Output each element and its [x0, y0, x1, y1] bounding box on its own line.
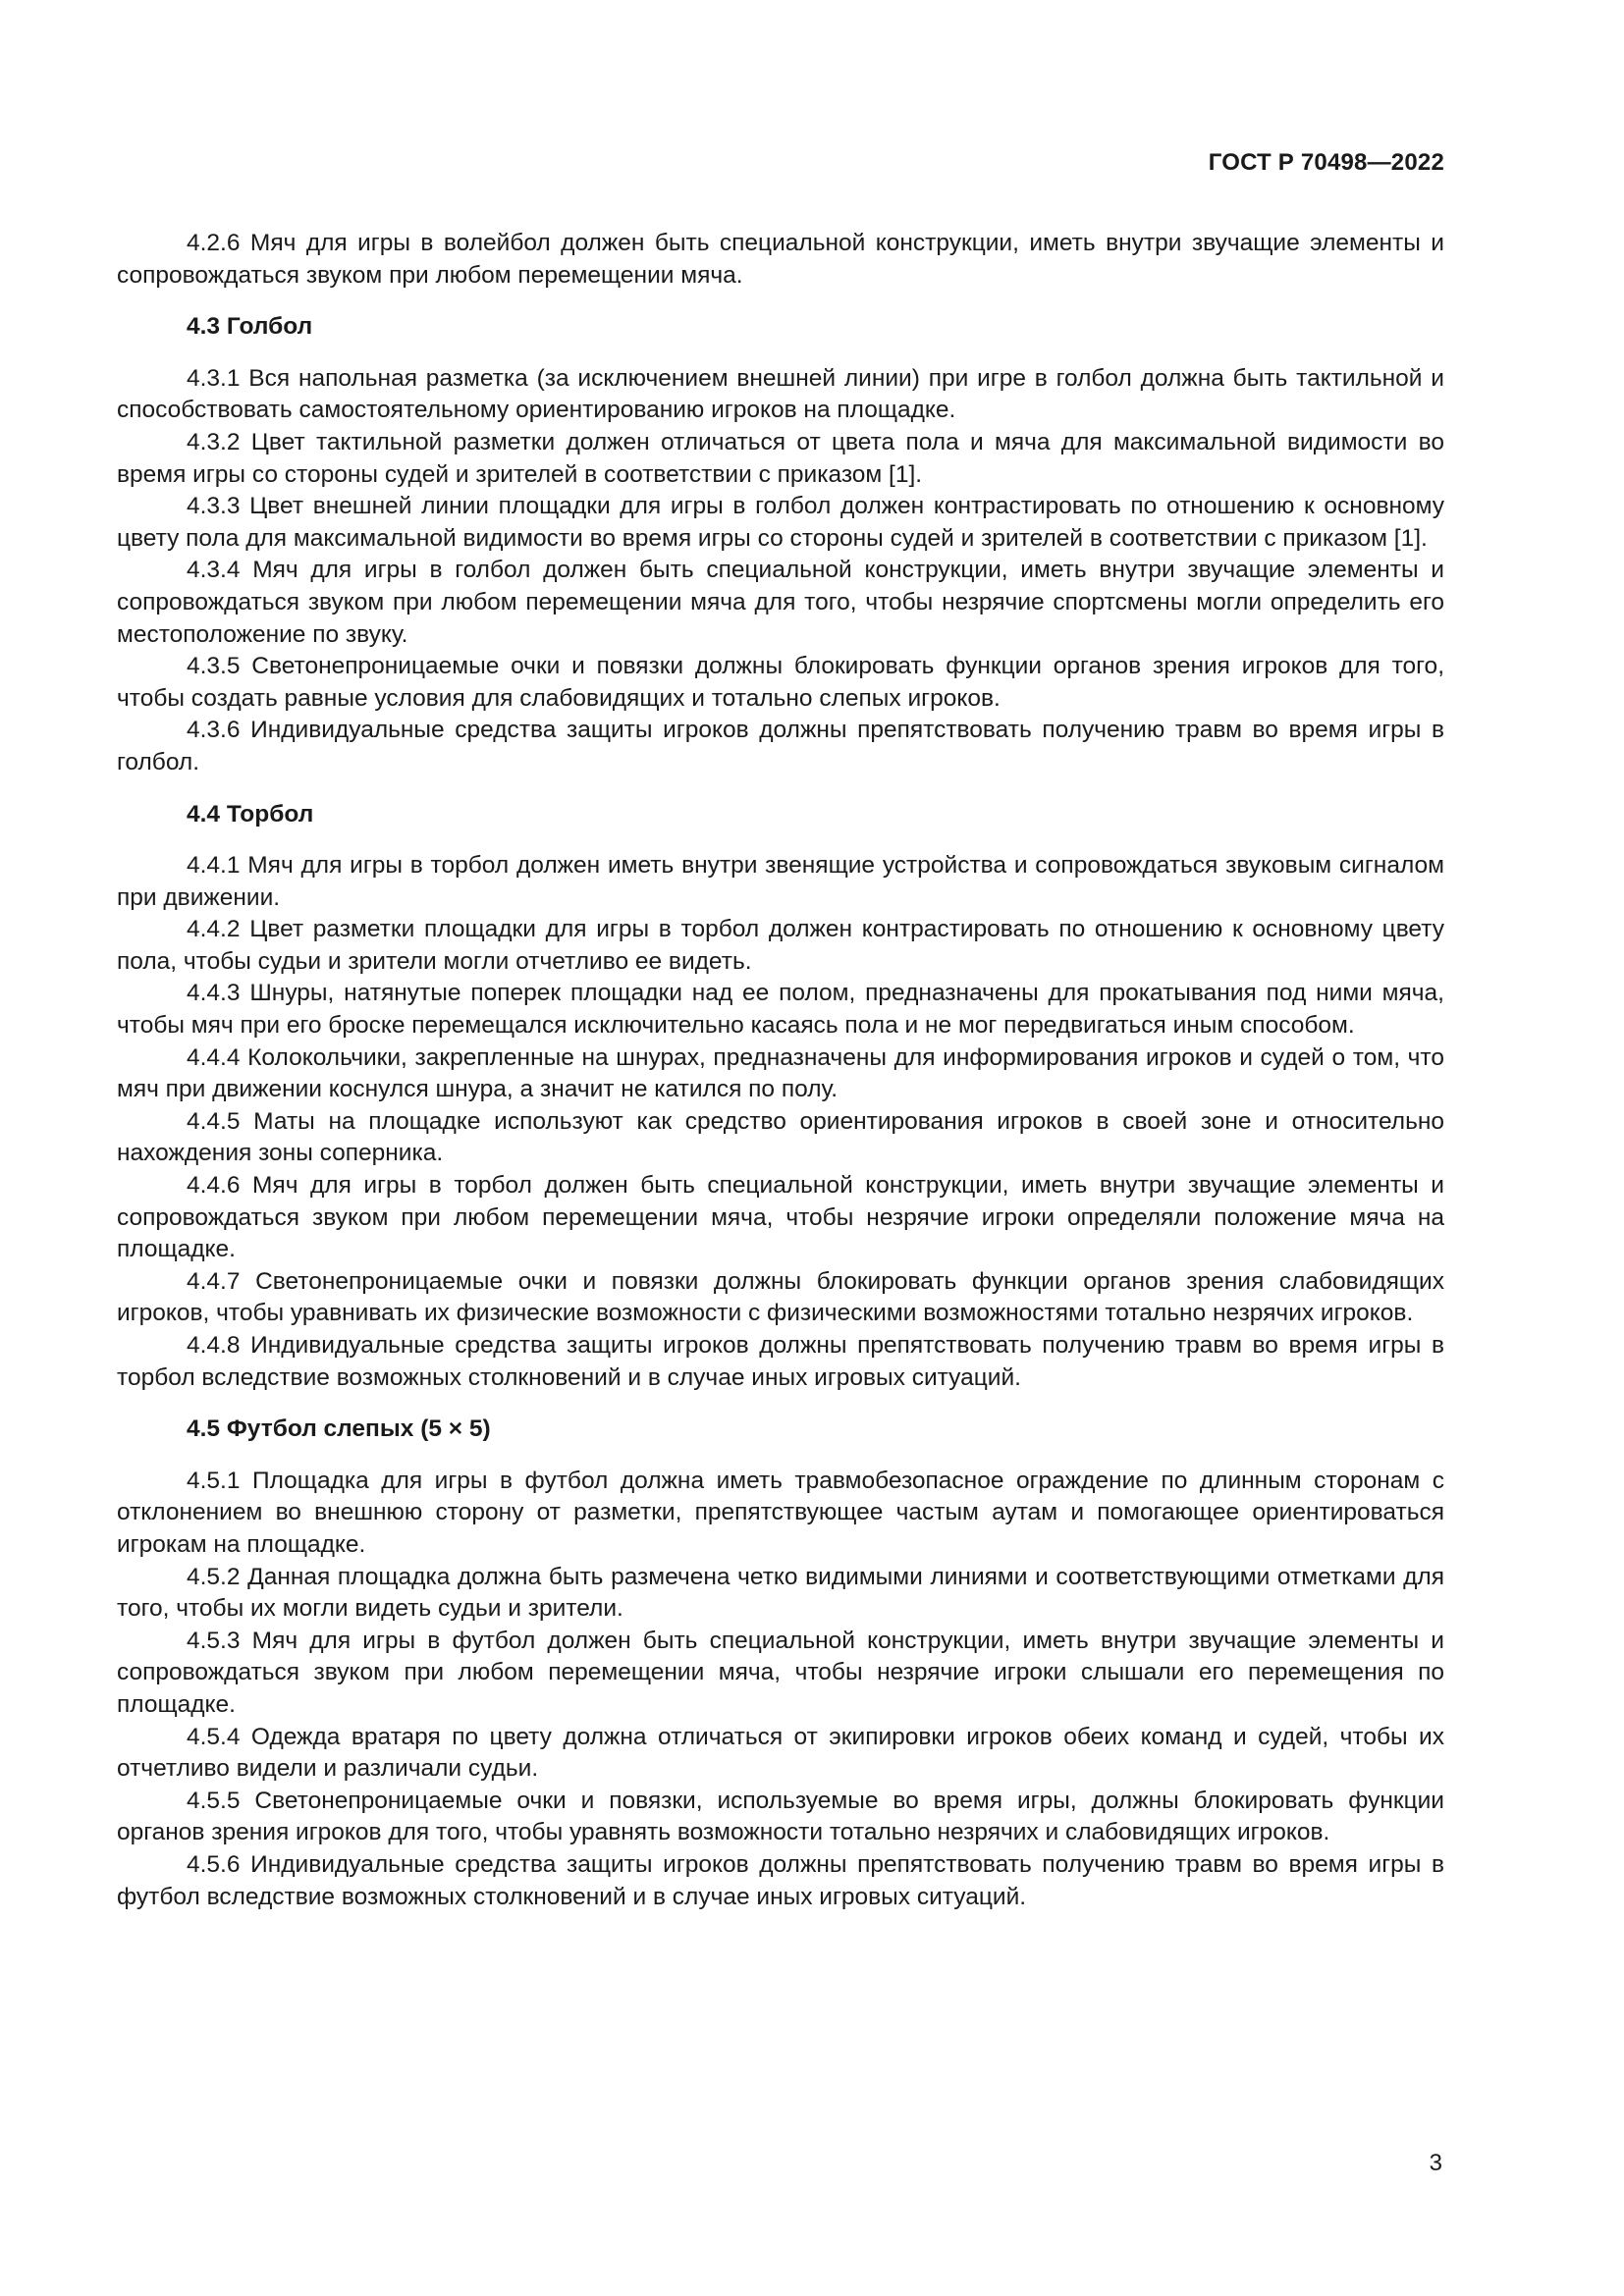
- section-4-5: [117, 1414, 1444, 1913]
- paragraph-4-2-6: 4.2.6 Мяч для игры в волейбол должен быть специальной конструкции, иметь внутри звучащие элементы и сопровождаться звуком при любом перемещении мяча.: [117, 230, 1444, 289]
- paragraph-4-4-2: 4.4.2 Цвет разметки площадки для игры в торбол должен контрастировать по отношению к основному цвету пола, чтобы судьи и зрители могли отчетливо ее видеть.: [117, 916, 1444, 975]
- paragraph-4-4-5: 4.4.5 Маты на площадке используют как средство ориентирования игроков в своей зоне и относительно нахождения зоны соперника.: [117, 1107, 1444, 1167]
- paragraph-4-4-1: 4.4.1 Мяч для игры в торбол должен иметь внутри звенящие устройства и сопровождаться звуковым сигналом при движении.: [117, 852, 1444, 911]
- paragraph-4-5-4: 4.5.4 Одежда вратаря по цвету должна отличаться от экипировки игроков обеих команд и судей, чтобы их отчетливо видели и различали судьи.: [117, 1723, 1444, 1783]
- paragraph-4-3-3: 4.3.3 Цвет внешней линии площадки для игры в голбол должен контрастировать по отношению к основному цвету пола для максимальной видимости во время игры со стороны судей и зрителей в соответствии с приказом [1].: [117, 493, 1444, 552]
- document-code: ГОСТ Р 70498—2022: [1208, 149, 1444, 176]
- page-number: 3: [1429, 2150, 1442, 2176]
- section-heading-4-3: 4.3 Голбол: [187, 313, 313, 341]
- section-heading-4-4: 4.4 Торбол: [187, 800, 314, 828]
- paragraph-4-3-5: 4.3.5 Светонепроницаемые очки и повязки должны блокировать функции органов зрения игроков для того, чтобы создать равные условия для слабовидящих и тотально слепых игроков.: [117, 653, 1444, 712]
- paragraph-4-3-2: 4.3.2 Цвет тактильной разметки должен отличаться от цвета пола и мяча для максимальной видимости во время игры со стороны судей и зрителей в соответствии с приказом [1].: [117, 428, 1444, 488]
- section-4-3: [117, 311, 1444, 778]
- section-4-4: [117, 799, 1444, 1395]
- paragraph-4-3-6: 4.3.6 Индивидуальные средства защиты игроков должны препятствовать получению травм во время игры в голбол.: [117, 717, 1444, 775]
- paragraph-4-3-4: 4.3.4 Мяч для игры в голбол должен быть специальной конструкции, иметь внутри звучащие элементы и сопровождаться звуком при любом перемещении мяча для того, чтобы незрячие спортсмены могли определить его местоположение по звуку.: [117, 557, 1444, 648]
- section-heading-4-5: 4.5 Футбол слепых (5 × 5): [187, 1415, 491, 1443]
- paragraph-4-5-6: 4.5.6 Индивидуальные средства защиты игроков должны препятствовать получению травм во время игры в футбол вследствие возможных столкновений и в случае иных игровых ситуаций.: [117, 1850, 1444, 1910]
- paragraph-4-5-2: 4.5.2 Данная площадка должна быть размечена четко видимыми линиями и соответствующими отметками для того, чтобы их могли видеть судьи и зрители.: [117, 1563, 1444, 1623]
- paragraph-4-3-1: 4.3.1 Вся напольная разметка (за исключением внешней линии) при игре в голбол должна быть тактильной и способствовать самостоятельному ориентированию игроков на площадке.: [117, 364, 1444, 424]
- document-body: [117, 228, 1444, 1913]
- paragraph-4-4-7: 4.4.7 Светонепроницаемые очки и повязки должны блокировать функции органов зрения слабовидящих игроков, чтобы уравнивать их физические возможности с физическими возможностями тотально незрячих игроков.: [117, 1267, 1444, 1327]
- paragraph-4-4-3: 4.4.3 Шнуры, натянутые поперек площадки над ее полом, предназначены для прокатывания под ними мяча, чтобы мяч при его броске перемещался исключительно касаясь пола и не мог передвигаться иным способом.: [117, 980, 1444, 1040]
- paragraph-4-5-5: 4.5.5 Светонепроницаемые очки и повязки, используемые во время игры, должны блокировать функции органов зрения игроков для того, чтобы уравнять возможности тотально незрячих и слабовидящих игроков.: [117, 1787, 1444, 1846]
- paragraph-4-4-8: 4.4.8 Индивидуальные средства защиты игроков должны препятствовать получению травм во время игры в торбол вследствие возможных столкновений и в случае иных игровых ситуаций.: [117, 1332, 1444, 1391]
- paragraph-4-5-3: 4.5.3 Мяч для игры в футбол должен быть специальной конструкции, иметь внутри звучащие элементы и сопровождаться звуком при любом перемещении мяча, чтобы незрячие игроки слышали его перемещения по площадке.: [117, 1627, 1444, 1718]
- paragraph-4-4-4: 4.4.4 Колокольчики, закрепленные на шнурах, предназначены для информирования игроков и судей о том, что мяч при движении коснулся шнура, а значит не катился по полу.: [117, 1043, 1444, 1103]
- paragraph-4-5-1: 4.5.1 Площадка для игры в футбол должна иметь травмобезопасное ограждение по длинным сторонам с отклонением во внешнюю сторону от разметки, препятствующее частым аутам и помогающее ориентироваться игрокам на площадке.: [117, 1467, 1444, 1558]
- paragraph-4-4-6: 4.4.6 Мяч для игры в торбол должен быть специальной конструкции, иметь внутри звучащие элементы и сопровождаться звуком при любом перемещении мяча, чтобы незрячие игроки определяли положение мяча на площадке.: [117, 1172, 1444, 1263]
